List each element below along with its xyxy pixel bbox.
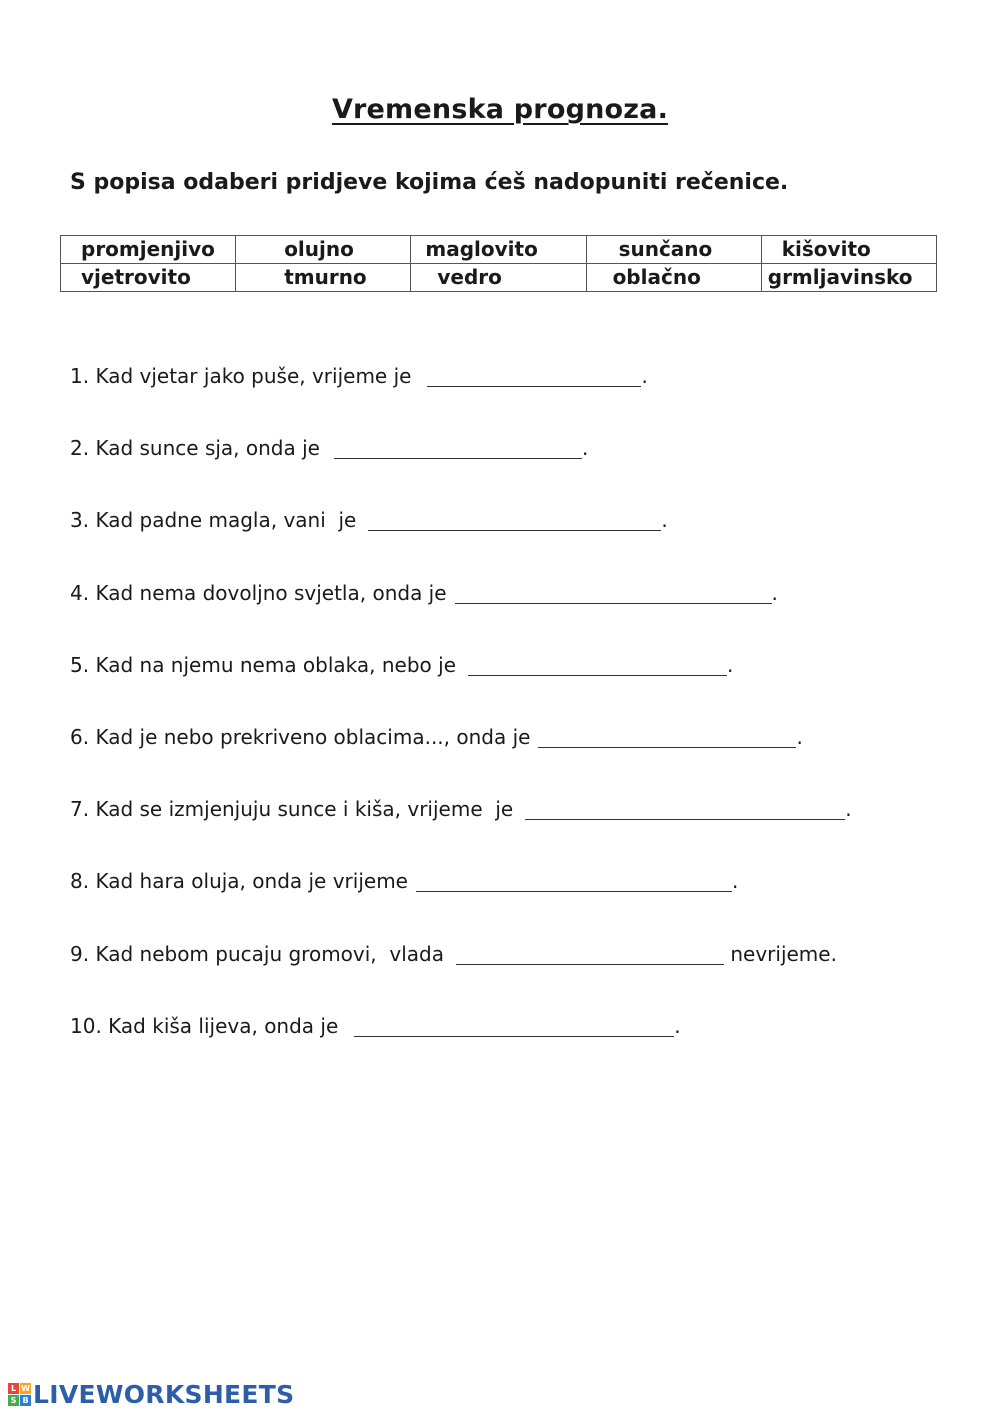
- sentence-text: 10. Kad kiša lijeva, onda je: [70, 1013, 339, 1038]
- sentence-text: 4. Kad nema dovoljno svjetla, onda je: [70, 580, 447, 605]
- logo-tile: S: [8, 1395, 19, 1406]
- word-bank-cell: sunčano: [586, 236, 761, 264]
- sentence-end: nevrijeme.: [723, 941, 837, 966]
- word-bank-table: [60, 235, 937, 292]
- liveworksheets-logo-icon: [8, 1383, 31, 1406]
- word-bank-cell: grmljavinsko: [761, 264, 936, 292]
- sentence-end: .: [661, 508, 668, 533]
- word-bank-cell: vedro: [411, 264, 586, 292]
- sentence-item: [70, 360, 852, 432]
- answer-blank[interactable]: [334, 432, 582, 459]
- word-bank-row: [61, 236, 937, 264]
- word-bank-cell: oblačno: [586, 264, 761, 292]
- liveworksheets-footer[interactable]: [8, 1380, 294, 1409]
- answer-blank[interactable]: [416, 865, 732, 892]
- sentence-text: 6. Kad je nebo prekriveno oblacima..., onda je: [70, 724, 531, 749]
- sentence-item: [70, 865, 852, 937]
- sentence-text: 3. Kad padne magla, vani je: [70, 508, 357, 533]
- word-bank-row: [61, 264, 937, 292]
- sentence-end: .: [641, 364, 648, 388]
- sentence-end: .: [845, 797, 852, 822]
- instruction-text: S popisa odaberi pridjeve kojima ćeš nadopuniti rečenice.: [70, 170, 789, 195]
- word-bank-cell: kišovito: [761, 236, 936, 264]
- sentence-end: .: [731, 869, 739, 894]
- answer-blank[interactable]: [354, 1010, 674, 1037]
- sentence-item: [70, 504, 852, 576]
- answer-blank[interactable]: [455, 577, 772, 604]
- logo-tile: L: [8, 1383, 19, 1394]
- sentence-item: [70, 793, 852, 865]
- word-bank-cell: vjetrovito: [61, 264, 236, 292]
- sentence-list: [70, 360, 852, 1082]
- sentence-end: .: [581, 436, 589, 461]
- brand-name: LIVEWORKSHEETS: [33, 1380, 295, 1409]
- answer-blank[interactable]: [368, 504, 661, 531]
- sentence-text: 9. Kad nebom pucaju gromovi, vlada: [70, 941, 444, 966]
- sentence-text: 1. Kad vjetar jako puše, vrijeme je: [70, 364, 412, 388]
- logo-tile: B: [20, 1395, 31, 1406]
- sentence-end: .: [727, 652, 734, 677]
- sentence-end: .: [796, 724, 803, 749]
- sentence-item: [70, 432, 852, 504]
- word-bank-cell: maglovito: [411, 236, 586, 264]
- sentence-text: 7. Kad se izmjenjuju sunce i kiša, vrijeme je: [70, 797, 514, 822]
- answer-blank[interactable]: [538, 721, 796, 748]
- sentence-end: .: [674, 1013, 681, 1038]
- sentence-end: .: [771, 580, 778, 605]
- answer-blank[interactable]: [456, 938, 724, 965]
- word-bank-cell: olujno: [236, 236, 411, 264]
- sentence-item: [70, 577, 852, 649]
- word-bank-cell: tmurno: [236, 264, 411, 292]
- sentence-item: [70, 1010, 852, 1082]
- sentence-text: 2. Kad sunce sja, onda je: [70, 436, 320, 461]
- answer-blank[interactable]: [468, 649, 727, 676]
- sentence-text: 5. Kad na njemu nema oblaka, nebo je: [70, 652, 457, 677]
- sentence-text: 8. Kad hara oluja, onda je vrijeme: [70, 869, 408, 894]
- sentence-item: [70, 938, 852, 1010]
- logo-tile: W: [21, 1384, 30, 1393]
- worksheet-title: Vremenska prognoza.: [331, 94, 669, 125]
- word-bank-cell: promjenjivo: [61, 236, 236, 264]
- answer-blank[interactable]: [525, 793, 845, 820]
- sentence-item: [70, 721, 852, 793]
- sentence-item: [70, 649, 852, 721]
- answer-blank[interactable]: [427, 360, 641, 387]
